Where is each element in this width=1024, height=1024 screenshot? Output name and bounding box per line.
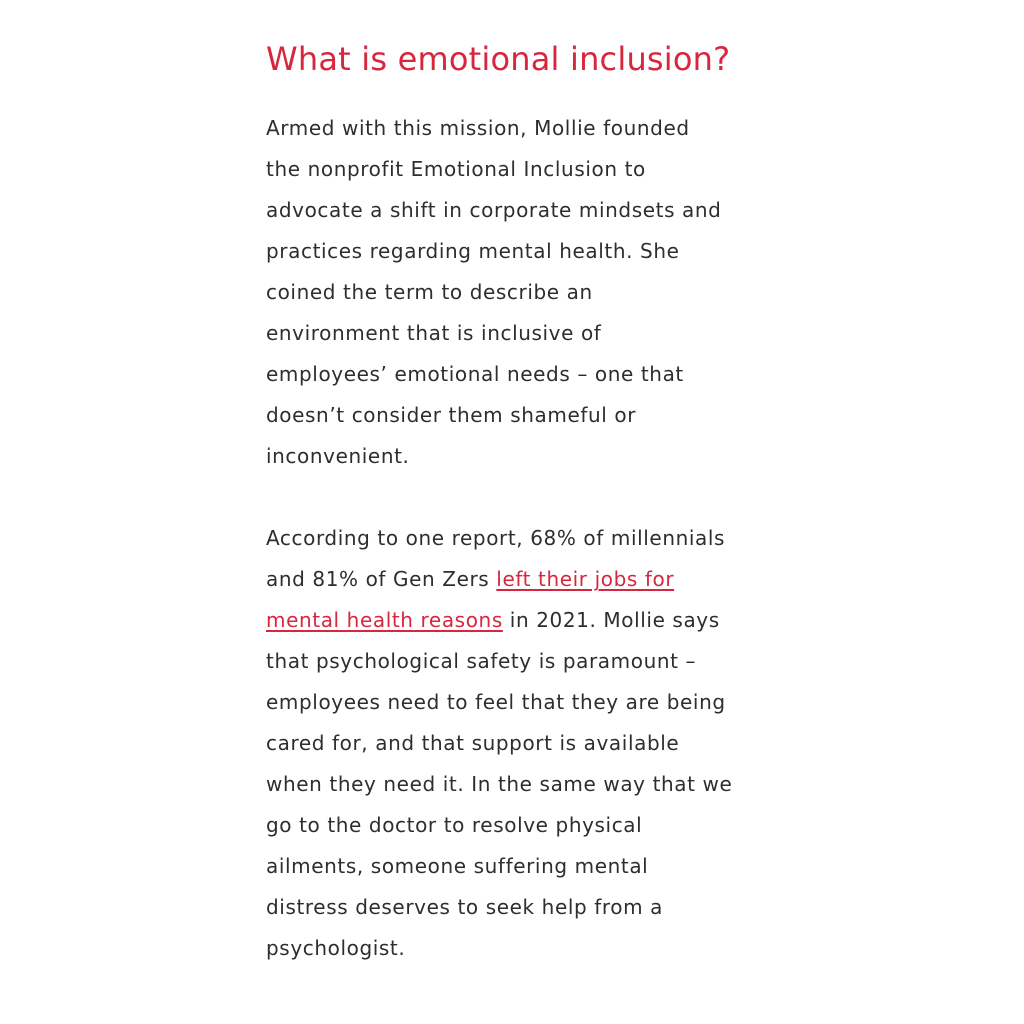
paragraph-mission — [266, 108, 776, 477]
paragraph-line — [266, 600, 776, 641]
paragraph-line — [266, 559, 776, 600]
paragraph-text: and 81% of Gen Zers — [266, 567, 497, 592]
paragraph-line: advocate a shift in corporate mindsets and — [266, 198, 722, 223]
paragraph-line: Armed with this mission, Mollie founded — [266, 116, 690, 141]
paragraph-line: inconvenient. — [266, 444, 410, 469]
paragraph-line: environment that is inclusive of — [266, 321, 602, 346]
paragraph-line: employees’ emotional needs – one that — [266, 362, 684, 387]
paragraph-line: cared for, and that support is available — [266, 731, 680, 756]
article-section — [266, 40, 776, 969]
paragraph-line: psychologist. — [266, 936, 406, 961]
mental-health-reasons-link[interactable]: left their jobs for — [496, 567, 675, 592]
paragraph-line: employees need to feel that they are being — [266, 690, 726, 715]
section-heading: What is emotional inclusion? — [266, 40, 731, 78]
paragraph-line: coined the term to describe an — [266, 280, 593, 305]
paragraph-line: the nonprofit Emotional Inclusion to — [266, 157, 646, 182]
paragraph-line: doesn’t consider them shameful or — [266, 403, 637, 428]
mental-health-reasons-link-continued[interactable]: mental health reasons — [266, 608, 503, 633]
paragraph-line: go to the doctor to resolve physical — [266, 813, 643, 838]
paragraph-line: distress deserves to seek help from a — [266, 895, 664, 920]
paragraph-report — [266, 518, 776, 969]
paragraph-line: According to one report, 68% of millennials — [266, 526, 726, 551]
paragraph-line: when they need it. In the same way that we — [266, 772, 733, 797]
paragraph-line: practices regarding mental health. She — [266, 239, 680, 264]
paragraph-line: ailments, someone suffering mental — [266, 854, 649, 879]
paragraph-text: in 2021. Mollie says — [502, 608, 720, 633]
paragraph-line: that psychological safety is paramount – — [266, 649, 697, 674]
